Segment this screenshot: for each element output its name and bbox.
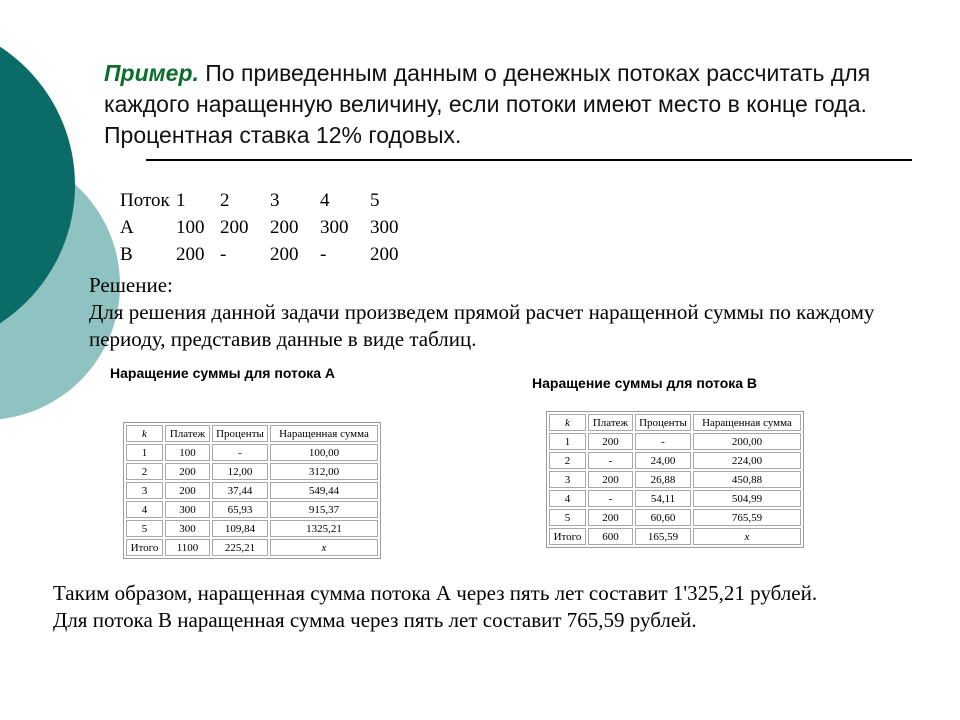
table-cell: -	[588, 452, 633, 469]
table-cell: 54,11	[635, 490, 691, 507]
table-cell: 2	[126, 463, 163, 480]
table-cell: 200,00	[693, 433, 801, 450]
table-cell: 224,00	[693, 452, 801, 469]
table-cell: 1	[549, 433, 586, 450]
table-cell: 5	[549, 509, 586, 526]
table-cell: 4	[126, 501, 163, 518]
table-cell: 4	[549, 490, 586, 507]
table-cell: 450,88	[693, 471, 801, 488]
conclusion-line-a: Таким образом, наращенная сумма потока А через пять лет составит 1'325,21 рублей.	[53, 581, 818, 605]
table-row	[549, 452, 801, 469]
example-label: Пример.	[104, 60, 199, 86]
flows-header-row	[120, 188, 410, 213]
flow-cell: A	[120, 217, 134, 238]
table-cell: 200	[588, 509, 633, 526]
flows-header-cell: Поток	[120, 190, 170, 211]
table-cell: x	[693, 528, 801, 545]
table-cell: 200	[588, 433, 633, 450]
accrual-table-a	[123, 422, 381, 559]
solution-text: Для решения данной задачи произведем прямой расчет наращенной суммы по каждому периоду, представив данные в виде таблиц.	[89, 300, 875, 351]
table-cell: 225,21	[212, 539, 268, 556]
table-total-row	[549, 528, 801, 545]
flow-cell: 200	[220, 217, 249, 238]
solution-block	[89, 272, 919, 353]
flow-cell: -	[320, 244, 327, 265]
table-cell: 1325,21	[270, 520, 378, 537]
table-cell: 1	[126, 444, 163, 461]
table-row	[549, 509, 801, 526]
solution-title: Решение:	[89, 273, 173, 297]
table-a-caption: Наращение суммы для потока А	[110, 365, 336, 381]
flow-cell: 300	[370, 217, 399, 238]
table-header-cell: Платеж	[588, 414, 633, 431]
table-cell: x	[270, 539, 378, 556]
flows-header-cell: 2	[220, 190, 230, 211]
table-header-cell: Проценты	[635, 414, 691, 431]
table-row	[126, 520, 378, 537]
cash-flows-table	[118, 186, 412, 269]
table-cell: 109,84	[212, 520, 268, 537]
table-header-cell: Наращенная сумма	[270, 425, 378, 442]
table-cell: -	[635, 433, 691, 450]
table-header-cell: Наращенная сумма	[693, 414, 801, 431]
divider-line	[146, 159, 912, 161]
problem-text: По приведенным данным о денежных потоках рассчитать для каждого наращенную величину, если потоки имеют место в конце года. Процентная ставка 12% годовых.	[104, 60, 871, 148]
table-row	[549, 433, 801, 450]
table-cell: 300	[165, 501, 210, 518]
flows-header-cell: 4	[320, 190, 330, 211]
table-header-cell: k	[549, 414, 586, 431]
table-row	[549, 490, 801, 507]
table-cell: 2	[549, 452, 586, 469]
flow-cell: 200	[270, 244, 299, 265]
table-cell: 37,44	[212, 482, 268, 499]
table-cell: 200	[165, 482, 210, 499]
table-cell: 26,88	[635, 471, 691, 488]
table-row	[126, 463, 378, 480]
table-cell: 1100	[165, 539, 210, 556]
flow-cell: -	[220, 244, 227, 265]
table-b-caption: Наращение суммы для потока В	[532, 375, 758, 391]
table-cell: 915,37	[270, 501, 378, 518]
table-cell: 504,99	[693, 490, 801, 507]
table-cell: 312,00	[270, 463, 378, 480]
flow-cell: 200	[370, 244, 399, 265]
table-cell: -	[212, 444, 268, 461]
table-header-cell: Платеж	[165, 425, 210, 442]
flow-row-b	[120, 242, 410, 267]
table-row	[126, 444, 378, 461]
flow-cell: 100	[176, 217, 205, 238]
table-cell: 100,00	[270, 444, 378, 461]
table-cell: 765,59	[693, 509, 801, 526]
flow-cell: 200	[270, 217, 299, 238]
table-cell: 100	[165, 444, 210, 461]
table-cell: 165,59	[635, 528, 691, 545]
table-cell: 3	[549, 471, 586, 488]
table-cell: -	[588, 490, 633, 507]
table-cell: 200	[165, 463, 210, 480]
conclusion-block	[53, 580, 953, 634]
problem-statement	[104, 58, 904, 151]
table-cell: 5	[126, 520, 163, 537]
table-header-row	[549, 414, 801, 431]
table-cell: 549,44	[270, 482, 378, 499]
table-cell: 200	[588, 471, 633, 488]
flow-row-a	[120, 215, 410, 240]
flow-cell: 200	[176, 244, 205, 265]
table-cell: 3	[126, 482, 163, 499]
flow-cell: B	[120, 244, 133, 265]
flows-header-cell: 5	[370, 190, 380, 211]
table-cell: 65,93	[212, 501, 268, 518]
table-cell: 300	[165, 520, 210, 537]
table-cell: Итого	[126, 539, 163, 556]
table-header-cell: k	[126, 425, 163, 442]
table-cell: Итого	[549, 528, 586, 545]
flows-header-cell: 1	[176, 190, 186, 211]
accrual-table-b	[546, 411, 804, 548]
flow-cell: 300	[320, 217, 349, 238]
table-row	[126, 501, 378, 518]
table-row	[549, 471, 801, 488]
flows-header-cell: 3	[270, 190, 280, 211]
table-cell: 12,00	[212, 463, 268, 480]
table-total-row	[126, 539, 378, 556]
table-row	[126, 482, 378, 499]
table-cell: 600	[588, 528, 633, 545]
conclusion-line-b: Для потока В наращенная сумма через пять лет составит 765,59 рублей.	[53, 608, 697, 632]
table-cell: 60,60	[635, 509, 691, 526]
table-cell: 24,00	[635, 452, 691, 469]
table-header-row	[126, 425, 378, 442]
table-header-cell: Проценты	[212, 425, 268, 442]
